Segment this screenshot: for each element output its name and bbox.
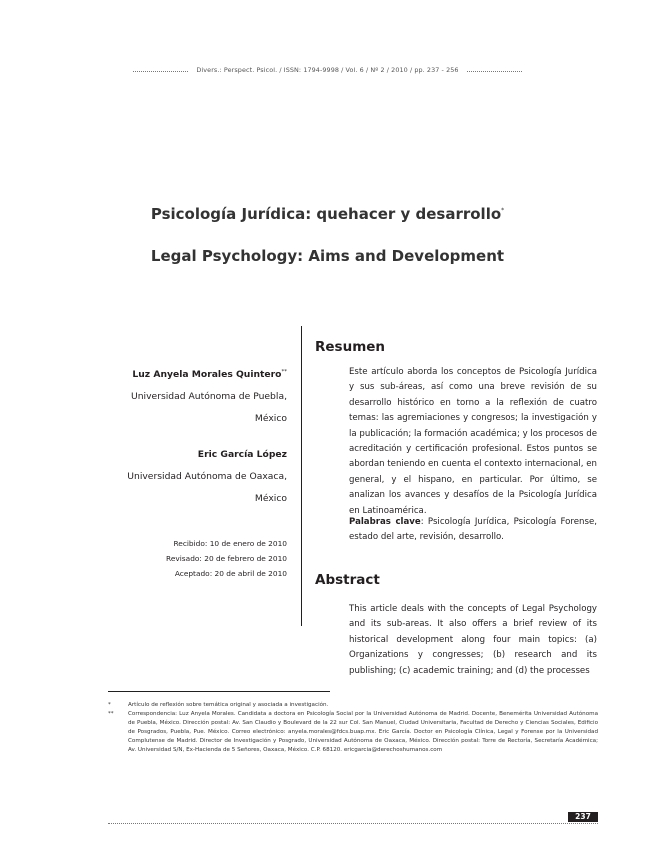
journal-citation: Divers.: Perspect. Psicol. / ISSN: 1794-9998 / Vol. 6 / Nº 2 / 2010 / pp. 237 - 256 [196,66,459,74]
title-spanish [0,205,655,223]
abstract-heading: Abstract [315,572,380,588]
author-affiliation: Universidad Autónoma de Puebla, [131,391,287,402]
abstract-body: This article deals with the concepts of Legal Psychology and its sub-areas. It also offers a brief review of its historical development along four main topics: (a) Organizations y congresses; (b) research and its publishing; (c) academic training; and (d) the processes [349,604,597,676]
running-head-dots-right [467,69,522,72]
title-footnote-mark: * [501,207,505,214]
author-name [131,361,287,386]
resumen-heading: Resumen [315,339,386,355]
keywords-text: : Psicología Jurídica, Psicología Forense, estado del arte, revisión, desarrollo. [349,517,597,543]
footnote-mark: * [108,702,111,708]
keywords [349,515,597,546]
date-received: Recibido: 10 de enero de 2010 [173,539,287,548]
footnote-mark: ** [108,711,114,717]
author-affiliation: Universidad Autónoma de Oaxaca, [127,471,287,482]
author-country: México [254,413,287,424]
footnote [108,701,598,710]
footnote-separator [108,691,330,692]
footnote-text: Correspondencia: Luz Anyela Morales. Candidata a doctora en Psicología Social por la Universidad Autónoma de Madrid. Docente, Benemérita Universidad Autónoma de Puebla, México. Dirección postal: Av. San Claudio y Boulevard de la 22 sur Col. San Manuel, Ciudad Universitaria, Facultad de Derecho y Ciencias Sociales, Edificio de Posgrados, Puebla, Pue. México. Correo electrónico: anyela.morales@fdcs.buap.mx. Eric García. Doctor en Psicología Clínica, Legal y Forense por la Universidad Complutense de Madrid. Director de Investigación y Posgrado, Universidad Autónoma de Oaxaca, México. Dirección postal: Torre de Rectoría, Secretaría Académica; Av. Universidad S/N, Ex-Hacienda de 5 Señores, Oaxaca, México. C.P. 68120. ericgarcia@derechoshumanos.com [128,711,598,753]
keywords-label: Palabras clave [349,517,421,527]
author-block-1 [131,361,287,430]
date-accepted: Aceptado: 20 de abril de 2010 [174,569,287,578]
resumen-body: Este artículo aborda los conceptos de Psicología Jurídica y sus sub-áreas, así como una breve revisión de su desarrollo histórico en torno a la reflexión de cuatro temas: las agremiaciones y congresos; la investigación y la publicación; la formación académica; y los procesos de acreditación y certificación profesional. Estos puntos se abordan teniendo en cuenta el contexto internacional, en general, y el hispano, en particular. Por último, se analizan los avances y desafíos de la Psicología Jurídica en Latinoamérica. [349,367,597,516]
running-head-dots-left [133,69,188,72]
column-divider [301,326,302,626]
author-footnote-mark: ** [281,369,287,375]
author-country: México [254,493,287,504]
bottom-rule [108,823,598,824]
footnote-text: Artículo de reflexión sobre temática original y asociada a investigación. [128,702,329,708]
page-number: 237 [568,812,598,822]
submission-dates [166,536,287,581]
footnotes [108,701,598,755]
author-name-text: Luz Anyela Morales Quintero [132,369,282,380]
author-block-2 [127,444,287,510]
author-name: Eric García López [197,449,287,460]
date-revised: Revisado: 20 de febrero de 2010 [166,554,287,563]
title-english: Legal Psychology: Aims and Development [150,247,505,265]
running-head [0,66,655,74]
title-spanish-text: Psicología Jurídica: quehacer y desarrollo [150,205,502,223]
footnote [108,710,598,755]
